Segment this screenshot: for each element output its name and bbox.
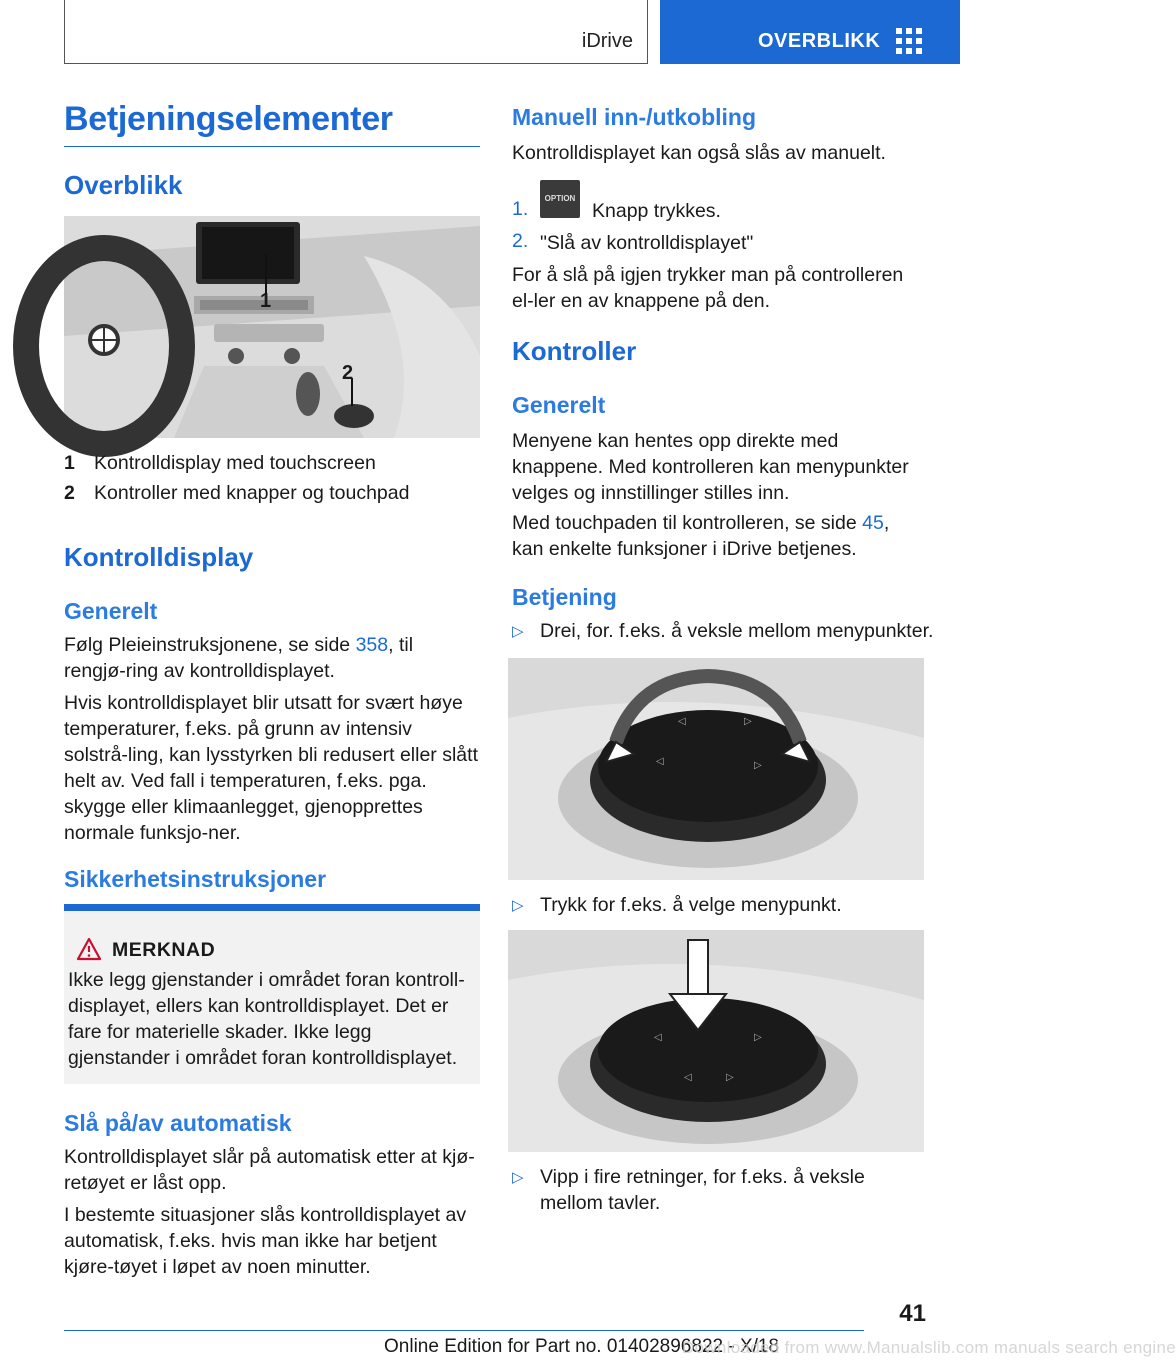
footer-edition: Online Edition for Part no. 01402896822 - X/18 [384, 1336, 780, 1357]
general-heading: Generelt [64, 598, 158, 624]
notice-box [64, 904, 480, 1084]
auto-paragraph-1: Kontrolldisplayet slår på automatisk etter at kjø-retøyet er låst opp. [64, 1146, 475, 1194]
warning-icon [76, 937, 102, 961]
controller-paragraph-1: Menyene kan hentes opp direkte med knappene. Med kontrolleren kan menypunkter velges og innstillinger stilles inn. [512, 430, 909, 504]
step-2 [512, 230, 928, 256]
notice-text: Ikke legg gjenstander i området foran kontroll-displayet, ellers kan kontrolldisplayet. Det er fare for materielle skader. Ikke legg gjenstander i området foran kontrolldisplayet. [68, 969, 465, 1069]
title-rule [64, 146, 480, 147]
legend-item [64, 452, 480, 478]
photo-callout-2: 2 [342, 362, 354, 384]
controller-heading: Kontroller [512, 336, 637, 366]
step-1 [512, 180, 928, 224]
legend-number: 1 [64, 452, 75, 474]
notice-label: MERKNAD [112, 939, 216, 961]
auto-paragraph-2: I bestemte situasjoner slås kontrolldisplayet av automatisk, f.eks. hvis man ikke har betjent kjøre-tøyet i løpet av noen minutter. [64, 1204, 467, 1278]
svg-text:▷: ▷ [726, 1072, 734, 1083]
list-item-text: Trykk for f.eks. å velge menypunkt. [540, 894, 842, 916]
list-item [512, 892, 928, 918]
page-number: 41 [899, 1300, 926, 1327]
list-item [512, 1164, 928, 1216]
list-item-text: Drei, for. f.eks. å veksle mellom menypunkter. [540, 620, 934, 642]
footer-rule [64, 1330, 864, 1331]
page-link-45[interactable]: 45 [862, 512, 884, 534]
bullet-triangle-icon: ▷ [512, 897, 524, 914]
manual-paragraph-2: For å slå på igjen trykker man på controlleren el-ler en av knappene på den. [512, 264, 904, 312]
step-text: "Slå av kontrolldisplayet" [540, 232, 754, 254]
safety-heading: Sikkerhetsinstruksjoner [64, 866, 327, 892]
step-number: 2. [512, 230, 529, 252]
photo-callout-1: 1 [260, 290, 272, 312]
svg-text:◁: ◁ [678, 716, 686, 727]
general-paragraph-2: Hvis kontrolldisplayet blir utsatt for svært høye temperaturer, f.eks. på grunn av intensiv solstrå-ling, kan lysstyrken bli redusert eller slått helt av. Ved fall i temperaturen, f.eks. pga. skygge eller klimaanlegget, gjenopprettes normale funksjo-ner. [64, 692, 478, 844]
manual-paragraph: Kontrolldisplayet kan også slås av manuelt. [512, 142, 886, 164]
option-button-icon: OPTION [540, 180, 580, 218]
bullet-triangle-icon: ▷ [512, 1169, 524, 1186]
legend-item [64, 482, 480, 508]
legend-number: 2 [64, 482, 75, 504]
operation-heading: Betjening [512, 584, 617, 610]
general-paragraph-1: Følg Pleieinstruksjonene, se side 358, til rengjø-ring av kontrolldisplayet. [64, 634, 414, 682]
overview-tab-label: OVERBLIKK [758, 30, 881, 52]
overview-heading: Overblikk [64, 170, 183, 200]
controller-paragraph-2: Med touchpaden til kontrolleren, se side 45, kan enkelte funksjoner i iDrive betjenes. [512, 512, 890, 560]
page-link-358[interactable]: 358 [355, 634, 389, 656]
header-section-label: iDrive [581, 30, 633, 52]
overview-tab[interactable] [660, 0, 960, 64]
legend-text: Kontroller med knapper og touchpad [94, 482, 410, 504]
watermark: Downloaded from www.Manualslib.com manuals search engine [682, 1338, 1176, 1357]
svg-text:▷: ▷ [744, 716, 752, 727]
list-item [512, 618, 934, 644]
press-controller-illustration [508, 930, 924, 1152]
legend-text: Kontrolldisplay med touchscreen [94, 452, 376, 474]
cockpit-illustration [64, 216, 480, 438]
svg-text:▷: ▷ [754, 760, 762, 771]
svg-text:◁: ◁ [656, 756, 664, 767]
controller-general-heading: Generelt [512, 392, 606, 418]
svg-text:◁: ◁ [684, 1072, 692, 1083]
manual-heading: Manuell inn-/utkobling [512, 104, 757, 130]
svg-text:▷: ▷ [754, 1032, 762, 1043]
svg-text:◁: ◁ [654, 1032, 662, 1043]
rotate-controller-illustration [508, 658, 924, 880]
grid-menu-icon[interactable] [896, 28, 922, 54]
auto-heading: Slå på/av automatisk [64, 1110, 292, 1136]
header-section-box [64, 0, 648, 64]
rotate-controller-photo [508, 658, 924, 880]
step-number: 1. [512, 198, 529, 220]
cockpit-photo [64, 216, 480, 438]
display-heading: Kontrolldisplay [64, 542, 254, 572]
page-title: Betjeningselementer [64, 100, 393, 138]
press-controller-photo [508, 930, 924, 1152]
step-text: Knapp trykkes. [592, 200, 721, 222]
bullet-triangle-icon: ▷ [512, 623, 524, 640]
list-item-text: Vipp i fire retninger, for f.eks. å veksle mellom tavler. [540, 1166, 865, 1214]
